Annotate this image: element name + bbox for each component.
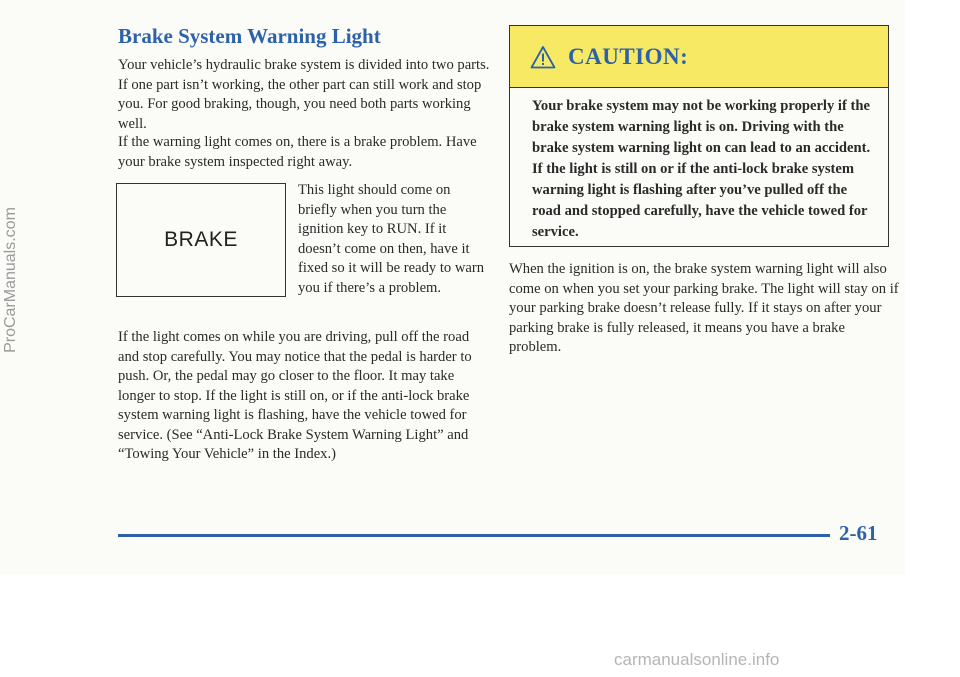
paragraph-intro: Your vehicle’s hydraulic brake system is divided into two parts. If one part isn’t working, the other part can still work and stop you. For good braking, though, you need both parts working well. bbox=[118, 57, 490, 132]
section-heading: Brake System Warning Light bbox=[118, 24, 381, 48]
paragraph-driving: If the light comes on while you are driving, pull off the road and stop carefully. You may notice that the pedal is harder to push. Or, the pedal may go closer to the floor. It may take longer to stop. If the light is still on, or if the anti-lock brake system warning light is flashing, have the vehicle towed for service. (See “Anti-Lock Brake System Warning Light” and “Towing Your Vehicle” in the Index.) bbox=[118, 329, 472, 462]
side-watermark bbox=[0, 190, 22, 370]
side-watermark-text: ProCarManuals.com bbox=[2, 207, 20, 353]
warning-triangle-icon bbox=[530, 45, 556, 69]
brake-indicator-label: BRAKE bbox=[164, 228, 238, 251]
caution-header bbox=[510, 26, 888, 88]
bottom-watermark: carmanualsonline.info bbox=[614, 650, 780, 669]
footer-rule bbox=[118, 534, 830, 537]
brake-indicator-illustration bbox=[116, 183, 286, 297]
paragraph-parking-brake: When the ignition is on, the brake system warning light will also come on when you set your parking brake. The light will stay on if your parking brake doesn’t release fully. If it stays on after your parking brake is fully released, it means you have a brake problem. bbox=[509, 261, 899, 355]
caution-body: Your brake system may not be working properly if the brake system warning light is on. Driving with the brake system warning light on can lead to an accident. If the light is still on or if the anti-lock brake system warning light is flashing after you’ve pulled off the road and stopped carefully, have the vehicle towed for service. bbox=[532, 98, 871, 240]
caution-title: CAUTION: bbox=[568, 43, 689, 69]
caution-box bbox=[509, 25, 889, 247]
paragraph-bulb-check: This light should come on briefly when you turn the ignition key to RUN. If it doesn’t come on then, have it fixed so it will be ready to warn you if there’s a problem. bbox=[298, 182, 485, 296]
paragraph-warning-light: If the warning light comes on, there is a brake problem. Have your brake system inspected right away. bbox=[118, 134, 477, 170]
page-number: 2-61 bbox=[839, 521, 878, 545]
